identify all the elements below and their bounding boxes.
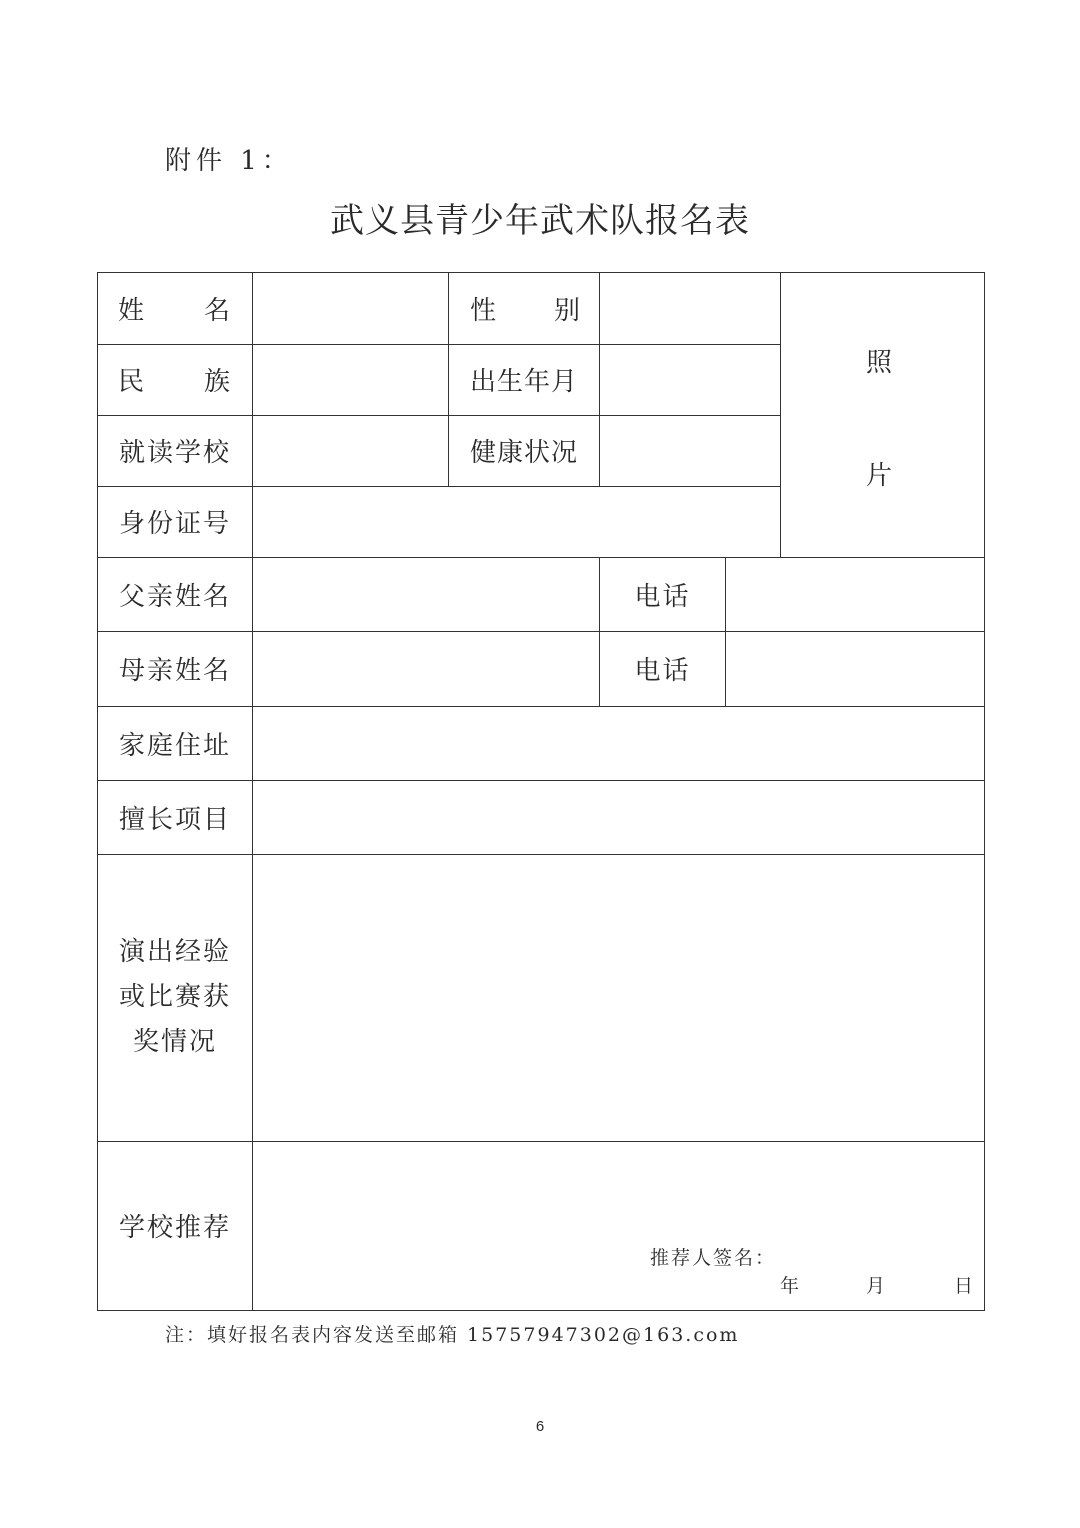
table-border-bottom [97, 1310, 985, 1311]
birth-date-label: 出生年月 [469, 367, 578, 397]
health-label: 健康状况 [469, 438, 578, 468]
date-month-label: 月 [866, 1275, 886, 1297]
gender-field[interactable] [600, 273, 780, 344]
photo-label-char: 照 [866, 347, 893, 378]
photo-box[interactable] [781, 273, 984, 557]
ethnicity-label: 民 族 [118, 367, 230, 397]
id-number-label: 身份证号 [118, 509, 231, 539]
mother-name-label: 母亲姓名 [118, 656, 231, 686]
name-label: 姓 名 [118, 295, 230, 326]
form-title: 武义县青少年武术队报名表 [330, 201, 750, 241]
specialty-field[interactable] [253, 781, 984, 854]
page-number: 6 [535, 1418, 545, 1435]
ethnicity-field[interactable] [253, 345, 448, 415]
health-field[interactable] [600, 416, 780, 486]
id-number-field[interactable] [253, 487, 780, 557]
date-year-label: 年 [780, 1275, 800, 1297]
father-phone-label: 电话 [634, 581, 691, 612]
school-recommend-label: 学校推荐 [118, 1213, 231, 1243]
father-phone-field[interactable] [726, 558, 984, 631]
name-field[interactable] [253, 273, 448, 344]
date-day-label: 日 [954, 1275, 974, 1297]
father-name-field[interactable] [253, 558, 599, 631]
recommender-signature-label: 推荐人签名： [650, 1247, 777, 1269]
address-label: 家庭住址 [118, 730, 231, 761]
birth-date-field[interactable] [600, 345, 780, 415]
school-field[interactable] [253, 416, 448, 486]
school-label: 就读学校 [118, 438, 231, 468]
address-field[interactable] [253, 707, 984, 780]
experience-label: 演出经验 或比赛获 奖情况 [118, 937, 231, 1057]
table-border-right [984, 272, 985, 1311]
photo-label-char: 片 [866, 460, 893, 491]
specialty-label: 擅长项目 [118, 804, 231, 835]
mother-phone-field[interactable] [726, 632, 984, 706]
gender-label: 性 别 [470, 295, 580, 326]
attachment-label: 附件 1： [165, 146, 293, 176]
mother-phone-label: 电话 [634, 656, 691, 686]
mother-name-field[interactable] [253, 632, 599, 706]
submission-note: 注：填好报名表内容发送至邮箱 15757947302@163.com [165, 1324, 740, 1346]
experience-field[interactable] [253, 855, 984, 1141]
father-name-label: 父亲姓名 [118, 581, 231, 612]
